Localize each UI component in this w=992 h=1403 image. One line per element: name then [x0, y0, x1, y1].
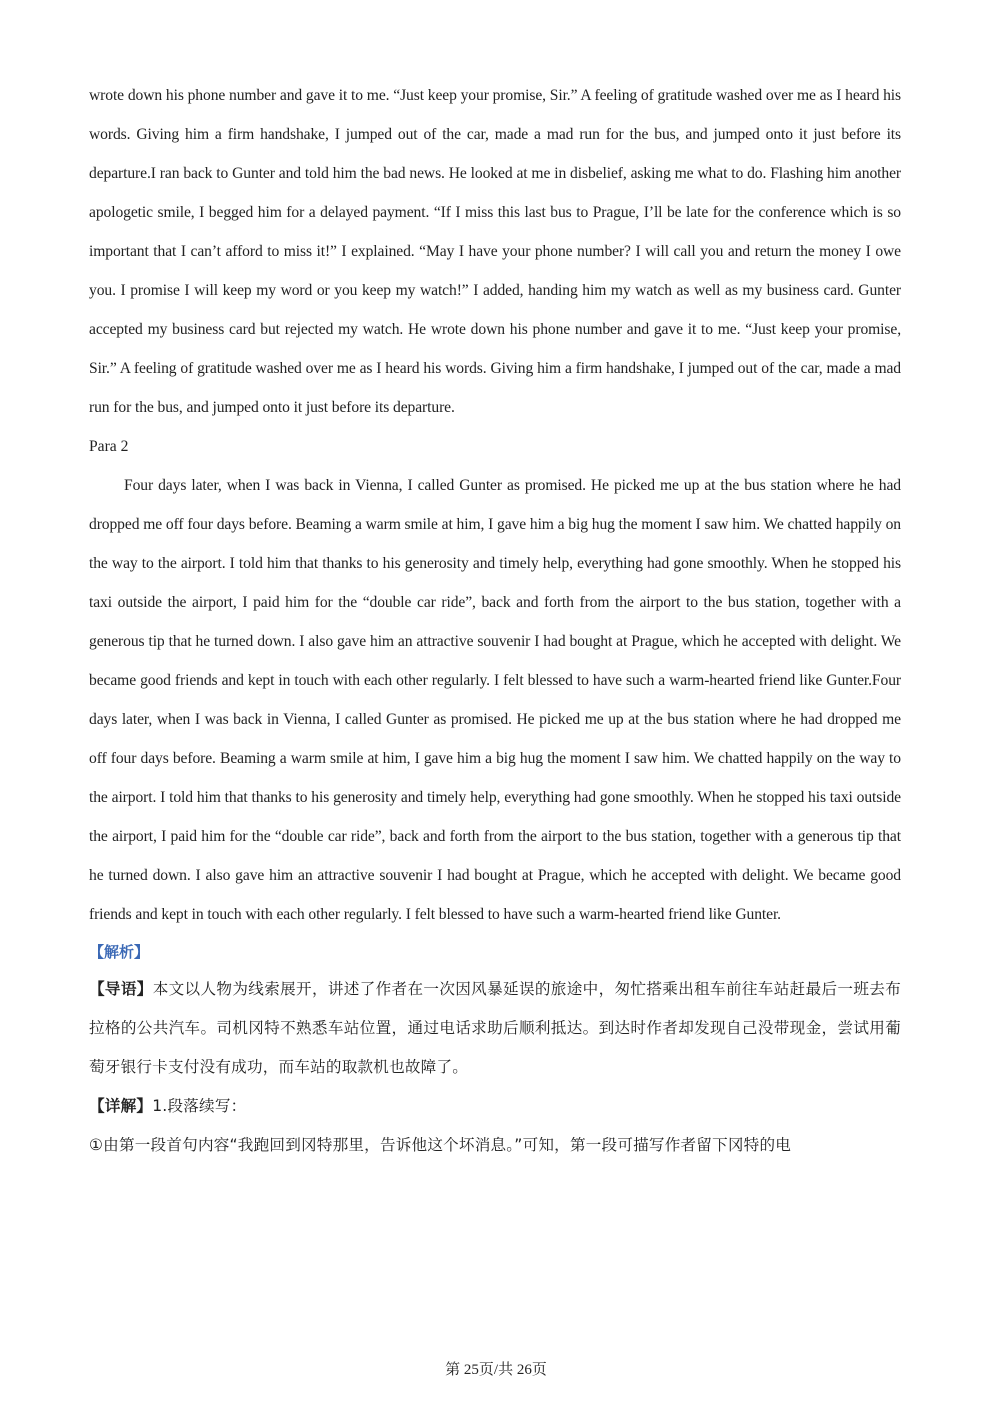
guide-label: 【导语】	[89, 980, 153, 998]
guide-paragraph	[89, 970, 901, 1087]
page-content	[89, 76, 901, 1165]
detail-heading	[89, 1087, 901, 1126]
detail-title: 1.段落续写：	[152, 1097, 247, 1115]
para-2-label: Para 2	[89, 438, 129, 455]
detail-text: ①由第一段首句内容“我跑回到冈特那里，告诉他这个坏消息。”可知，第一段可描写作者留下冈特的电	[89, 1136, 792, 1154]
detail-label: 【详解】	[89, 1097, 153, 1115]
paragraph-2: Four days later, when I was back in Vienna, I called Gunter as promised. He picked me up at the bus station where he had dropped me off four days before. Beaming a warm smile at him, I gave him a big hug the moment I saw him. We chatted happily on the way to the airport. I told him that thanks to his generosity and timely help, everything had gone smoothly. When he stopped his taxi outside the airport, I paid him for the “double car ride”, back and forth from the airport to the bus station, together with a generous tip that he turned down. I also gave him an attractive souvenir I had bought at Prague, which he accepted with delight. We became good friends and kept in touch with each other regularly. I felt blessed to have such a warm-hearted friend like Gunter.Four days later, when I was back in Vienna, I called Gunter as promised. He picked me up at the bus station where he had dropped me off four days before. Beaming a warm smile at him, I gave him a big hug the moment I saw him. We chatted happily on the way to the airport. I told him that thanks to his generosity and timely help, everything had gone smoothly. When he stopped his taxi outside the airport, I paid him for the “double car ride”, back and forth from the airport to the bus station, together with a generous tip that he turned down. I also gave him an attractive souvenir I had bought at Prague, which he accepted with delight. We became good friends and kept in touch with each other regularly. I felt blessed to have such a warm-hearted friend like Gunter.	[89, 477, 901, 923]
page-number-footer: 第 25页/共 26页	[445, 1362, 547, 1378]
guide-text: 本文以人物为线索展开，讲述了作者在一次因风暴延误的旅途中，匆忙搭乘出租车前往车站赶最后一班去布拉格的公共汽车。司机冈特不熟悉车站位置，通过电话求助后顺利抵达。到达时作者却发现自己没带现金，尝试用葡萄牙银行卡支付没有成功，而车站的取款机也故障了。	[89, 980, 901, 1076]
paragraph-1-continuation: wrote down his phone number and gave it to me. “Just keep your promise, Sir.” A feeling of gratitude washed over me as I heard his words. Giving him a firm handshake, I jumped out of the car, made a mad run for the bus, and jumped onto it just before its departure.I ran back to Gunter and told him the bad news. He looked at me in disbelief, asking me what to do. Flashing him another apologetic smile, I begged him for a delayed payment. “If I miss this last bus to Prague, I’ll be late for the conference which is so important that I can’t afford to miss it!” I explained. “May I have your phone number? I will call you and return the money I owe you. I promise I will keep my word or you keep my watch!” I added, handing him my watch as well as my business card. Gunter accepted my business card but rejected my watch. He wrote down his phone number and gave it to me. “Just keep your promise, Sir.” A feeling of gratitude washed over me as I heard his words. Giving him a firm handshake, I jumped out of the car, made a mad run for the bus, and jumped onto it just before its departure.	[89, 87, 901, 416]
analysis-tag: 【解析】	[89, 943, 150, 961]
